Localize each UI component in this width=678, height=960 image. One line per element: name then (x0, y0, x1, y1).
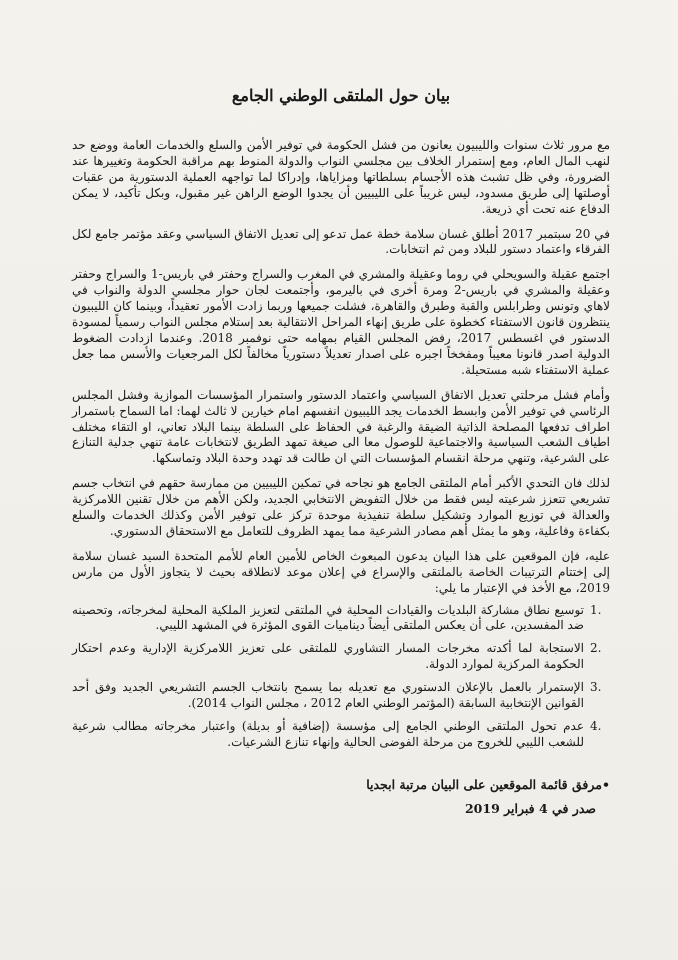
document-title: بيان حول الملتقى الوطني الجامع (231, 86, 451, 105)
demands-list (72, 603, 610, 751)
list-item-text: الاستجابة لما أكدته مخرجات المسار التشاوري للملتقى على تعزيز اللامركزية الإدارية وعدم احتكار الحكومة المركزية لموارد الدولة. (72, 641, 584, 672)
list-item (72, 719, 602, 751)
list-item-number: 3. (590, 680, 602, 695)
list-item (72, 602, 602, 635)
list-item-text: عدم تحول الملتقى الوطني الجامع إلى مؤسسة (إضافية أو بديلة) واعتبار مخرجاته مطالب شرعية للشعب الليبي للخروج من مرحلة الفوضى الحالية وإنهاء تنازع الشرعيات. (72, 719, 584, 749)
list-item-number: 4. (590, 719, 602, 733)
issue-date: صدر في 4 فبراير 2019 (464, 800, 596, 816)
document-footer (72, 773, 610, 821)
list-item-text: توسيع نطاق مشاركة البلديات والقيادات المحلية في الملتقى لتعزيز الملكية المحلية لمخرجاته، وتحصينه ضد المفسدين، على أن يعكس الملتقى أيضاً ديناميات القوى المؤثرة في المشهد الليبي. (72, 602, 584, 633)
list-item (72, 680, 602, 712)
paragraph-call: عليه، فإن الموقعين على هذا البيان يدعون المبعوث الخاص للأمين العام للأمم المتحدة السيد غسان سلامة إلى إختتام الترتيبات الخاصة بالملتقى والإسراع في إعلان موعد لانطلاقه بحيث لا يتجاوز الأول من مارس 2019، مع الأخذ في الإعتبار ما يلي: (72, 548, 610, 595)
paragraph-challenge: لذلك فان التحدي الأكبر أمام الملتقى الجامع هو نجاحه في تمكين الليبيين من ممارسة حقهم في انتخاب جسم تشريعي تتعزز شرعيته ليس فقط من خلال التفويض الانتخابي الجديد، ولكن الأهم من خلال تقنين اللامركزية والعدالة في توزيع الموارد وتشكيل سلطة تنفيذية موحدة تركز على توفير الأمن وكذلك الخدمات والسلع بكفاءة وفاعلية، وهو ما يمثل أهم مصادر الشرعية مما يمهد الظروف للتعامل مع الاستحقاق الدستوري. (72, 476, 610, 538)
list-item-text: الإستمرار بالعمل بالإعلان الدستوري مع تعديله بما يسمح بانتخاب الجسم التشريعي الجديد وفق أحد القوانين الإنتخابية السابقة (المؤتمر الوطني العام 2012 ، مجلس النواب 2014). (72, 680, 584, 711)
list-item (72, 641, 602, 673)
paragraph-meetings: اجتمع عقيلة والسويحلي في روما وعقيلة والمشري في المغرب والسراج وحفتر في باريس-1 والسراج وحفتر وعقيلة والمشري في باريس-2 ومرة أخرى في باليرمو، وأجتمعت لجان حوار مجلسي الدولة والنواب في لاهاي وتونس وطرابلس والقبة وطبرق والقاهرة، فشلت جميعها وربما زادت الأمور تعقيداً، وبينما كان الليبيون ينتظرون قانون الاستفتاء كخطوة على طريق إنهاء المراحل الانتقالية بعد إستلام مجلس النواب رسمياً لمسودة الدستور في اغسطس 2017، رفض المجلس القيام بمهامه حتى نوفمبر 2018. وعندما ازدادت الضغوط الدولية اصدر قانونا معيباً ومفخخاً اجبره على اصدار تعديلاً دستورياً مخالفاً لكل المرجعيات والأسس مما جعل عملية الاستفتاء شبه مستحيلة. (72, 267, 611, 377)
paragraph-choices: وأمام فشل مرحلتي تعديل الاتفاق السياسي واعتماد الدستور واستمرار المؤسسات الموازية وفشل المجلس الرئاسي في توفير الأمن وابسط الخدمات يجد الليبيون انفسهم امام خيارين لا ثالث لهما: اما السماح باستمرار اطراف تدفعها المصلحة الذاتية الضيقة والرغبة في الحفاظ على السلطة بينما البلاد تعاني، او التقاء مختلف اطياف الشعب السياسية والاجتماعية للوصول معا الى صيغة تمهد الطريق لانتخابات عامة تنهي جدلية التنازع على الشرعية، وتنهي مرحلة انقسام المؤسسات التي ان طالت قد تهدد وحدة البلاد وتماسكها. (72, 387, 611, 466)
paragraph-intro: مع مرور ثلاث سنوات والليبيون يعانون من فشل الحكومة في توفير الأمن والسلع والخدمات العامة ووضع حد لنهب المال العام، ومع إستمرار الخلاف بين مجلسي النواب والدولة المنوط بهم مراقبة الحكومة وتغييرها عند الضرورة، وفي ظل تشبث هذه الأجسام بسلطاتها ومزاياها، وإدراكا لما تواجهه العملية الدستورية من عقبات أوصلتها إلى طريق مسدود، ليس غريباً على الليبيين أن يجدوا الوضع الراهن غير مقبول، وبكل تأكيد، لا يمكن الدفاع عنه تحت أي ذريعة. (72, 138, 611, 216)
signatories-attachment-note: •مرفق قائمة الموقعين على البيان مرتبة ابجديا (366, 776, 610, 792)
list-item-number: 1. (590, 602, 602, 617)
list-item-number: 2. (590, 641, 602, 656)
paragraph-action-plan: في 20 سبتمبر 2017 أطلق غسان سلامة خطة عمل تدعو إلى تعديل الاتفاق السياسي وعقد مؤتمر جامع لكل الفرقاء واعتماد دستور للبلاد ومن ثم انتخابات. (72, 226, 610, 257)
